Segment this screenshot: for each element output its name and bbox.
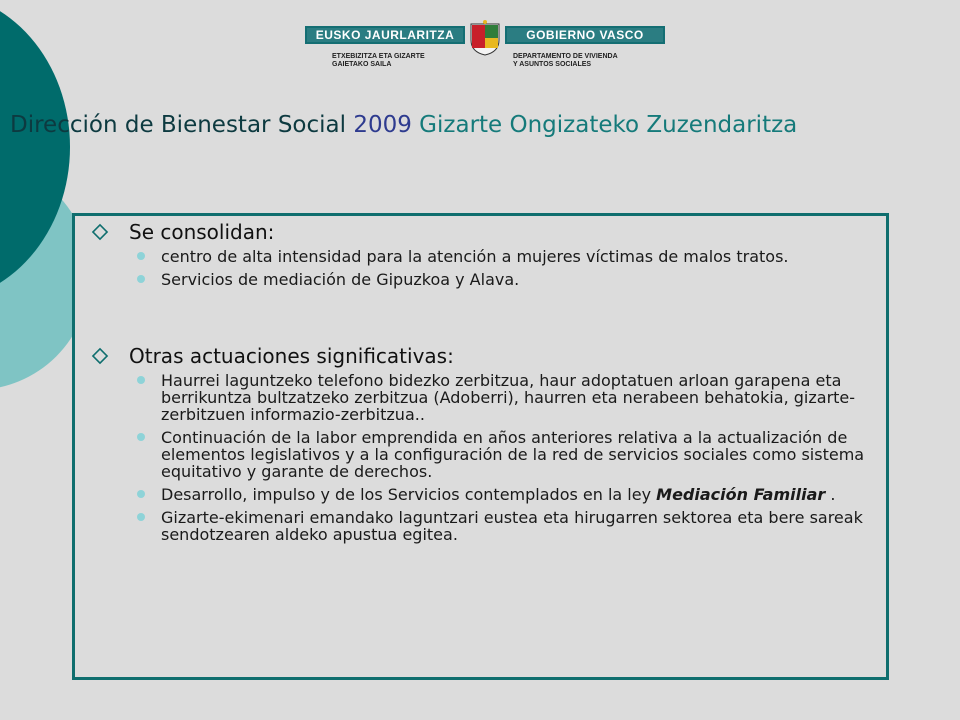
list-item: Desarrollo, impulso y de los Servicios contemplados en la ley Mediación Familiar .: [85, 486, 875, 503]
list-item: centro de alta intensidad para la atención a mujeres víctimas de malos tratos.: [85, 248, 875, 265]
title-spanish: Dirección de Bienestar Social: [10, 112, 354, 138]
list-item: Gizarte-ekimenari emandako laguntzari eustea eta hirugarren sektorea eta bere sareak sendotzearen aldeko apustua egitea.: [85, 509, 875, 543]
section-heading-text: Se consolidan:: [129, 220, 275, 244]
bullet-dot: [137, 513, 145, 521]
diamond-bullet-icon: [91, 347, 109, 365]
list-item: Servicios de mediación de Gipuzkoa y Alava.: [85, 271, 875, 288]
coat-of-arms-icon: [467, 20, 503, 56]
title-year: 2009: [353, 112, 412, 138]
list-item: Haurrei laguntzeko telefono bidezko zerbitzua, haur adoptatuen arloan garapena eta berrikuntza bultzatzeko zerbitzua (Adoberri), haurren eta nerabeen behatokia, gizarte-zerbitzuen informazio-zerbitzua..: [85, 372, 875, 423]
section-otras-actuaciones: [85, 344, 875, 549]
section-heading: [85, 220, 875, 244]
dept-label-basque: ETXEBIZITZA ETA GIZARTE GAIETAKO SAILA: [332, 53, 425, 68]
bullet-dot: [137, 252, 145, 260]
dept-label-spanish: DEPARTAMENTO DE VIVIENDA Y ASUNTOS SOCIALES: [513, 53, 618, 68]
list-item: Continuación de la labor emprendida en años anteriores relativa a la actualización de elementos legislativos y a la configuración de la red de servicios sociales como sistema equitativo y garante de derechos.: [85, 429, 875, 480]
title-basque: Gizarte Ongizateko Zuzendaritza: [411, 112, 798, 138]
diamond-bullet-icon: [91, 223, 109, 241]
government-logo: [305, 20, 665, 74]
slide-title: [10, 112, 797, 138]
section-consolidan: [85, 220, 875, 294]
bullet-dot: [137, 275, 145, 283]
logo-text-right: GOBIERNO VASCO: [505, 26, 665, 44]
bullet-list: [85, 248, 875, 288]
section-heading: [85, 344, 875, 368]
bullet-list: [85, 372, 875, 543]
content-box: [72, 213, 889, 680]
bullet-dot: [137, 433, 145, 441]
logo-text-left: EUSKO JAURLARITZA: [305, 26, 465, 44]
bullet-dot: [137, 490, 145, 498]
bullet-dot: [137, 376, 145, 384]
section-heading-text: Otras actuaciones significativas:: [129, 344, 454, 368]
emphasis-text: Mediación Familiar: [656, 485, 826, 504]
